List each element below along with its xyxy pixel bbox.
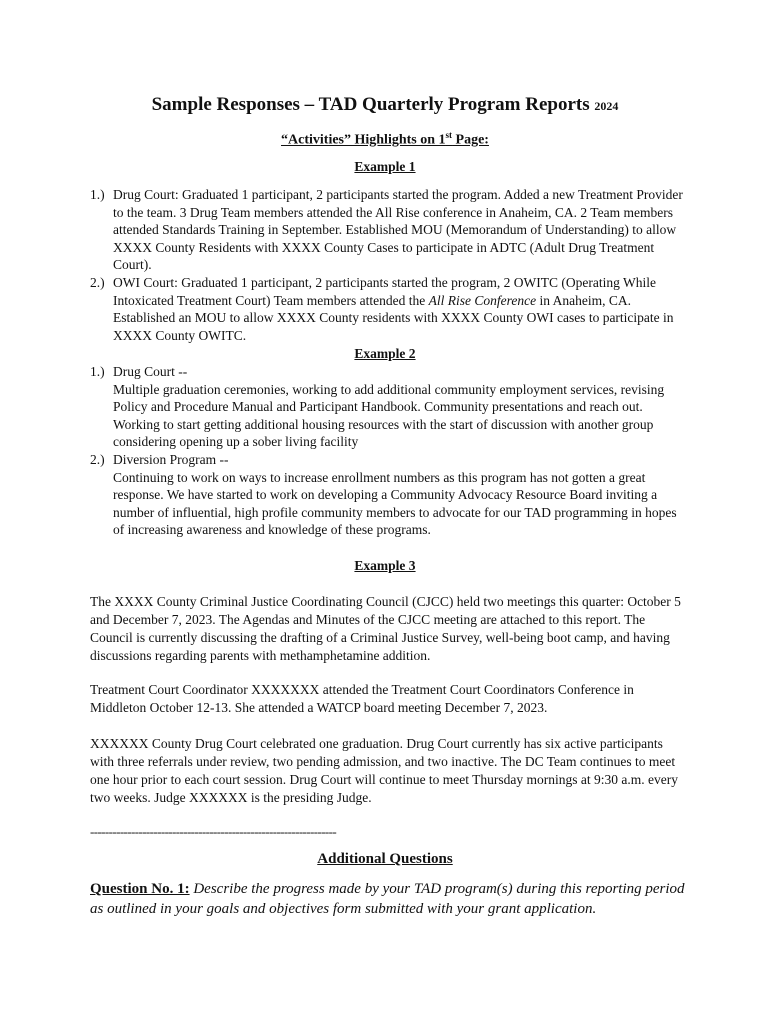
list-item-text: Continuing to work on ways to increase enrollment numbers as this program has not gotten a great response. We have started to work on developing a Community Advocacy Resource Board inviting a number of influential, high profile community members to advocate for our TAD programming in hopes of increasing awareness and knowledge of these programs. (113, 469, 677, 538)
example-3-paragraph: Treatment Court Coordinator XXXXXXX attended the Treatment Court Coordinators Conference in Middleton October 12-13. She attended a WATCP board meeting December 7, 2023. (90, 682, 634, 715)
page-title (0, 94, 770, 116)
title-year: 2024 (594, 99, 619, 113)
example-1-list (90, 186, 690, 344)
list-number: 2.) (90, 274, 105, 290)
question-label: Question No. 1: (90, 881, 190, 897)
list-item-text: Multiple graduation ceremonies, working to add additional community employment services, revising Policy and Procedure Manual and Participant Handbook. Community presentations and reach out. Working to start getting additional housing resources with the start of discussion with another group considering opening up a sober living facility (113, 381, 665, 450)
subtitle-end: Page: (452, 132, 489, 148)
subtitle (0, 130, 770, 149)
list-item-emphasis: All Rise Conference (428, 292, 537, 308)
list-item-body (113, 363, 690, 451)
title-text: Sample Responses – TAD Quarterly Program Reports (151, 94, 590, 115)
list-item-text: Drug Court: Graduated 1 participant, 2 participants started the program. Added a new Treatment Provider to the team. 3 Drug Team members attended the All Rise conference in Anaheim, CA. 2 Team members attended Standards Training in September. Established MOU (Memorandum of Understanding) to allow XXXX County Residents with XXXX County Cases to participate in ADTC (Adult Drug Treatment Court). (113, 187, 683, 273)
subtitle-superscript: st (445, 130, 453, 140)
list-number: 1.) (90, 187, 105, 202)
list-item-label: Diversion Program -- (113, 451, 229, 467)
list-item-text-part: in Anaheim, CA. Established an MOU to allow XXXX County residents with XXXX County OWI cases to participate in XXXX County OWITC. (113, 292, 674, 343)
list-item (90, 186, 690, 274)
example-3-heading: Example 3 (354, 558, 416, 573)
additional-questions-heading: Additional Questions (317, 851, 453, 867)
separator-line: ------------------------------------------------------------------ (90, 824, 337, 839)
question-text: Describe the progress made by your TAD program(s) during this reporting period as outlined in your goals and objectives form submitted with your grant application. (90, 881, 685, 917)
list-number: 2.) (90, 451, 105, 467)
example-3-paragraph: The XXXX County Criminal Justice Coordinating Council (CJCC) held two meetings this quarter: October 5 and December 7, 2023. The Agendas and Minutes of the CJCC meeting are attached to this report. The Council is currently discussing the drafting of a Criminal Justice Survey, well-being boot camp, and having discussions regarding parents with methamphetamine addition. (90, 594, 681, 663)
list-item-label: Drug Court -- (113, 364, 188, 379)
list-item (90, 363, 690, 451)
example-3-paragraph: XXXXXX County Drug Court celebrated one graduation. Drug Court currently has six active participants with three referrals under review, two pending admission, and two inactive. The DC Team continues to meet one hour prior to each court session. Drug Court will continue to meet Thursday mornings at 9:30 a.m. every two weeks. Judge XXXXXX is the presiding Judge. (90, 736, 679, 805)
example-2-list (90, 363, 690, 539)
example-1-heading: Example 1 (354, 159, 416, 174)
list-item (90, 274, 690, 344)
list-item-text (113, 274, 690, 344)
list-number: 1.) (90, 364, 105, 379)
example-2-heading: Example 2 (354, 346, 416, 361)
list-item-body (113, 451, 690, 539)
list-item (90, 451, 690, 539)
list-item-text-part: OWI Court: Graduated 1 participant, 2 participants started the program, 2 OWITC (Operating While Intoxicated Treatment Court) Team members attended the (113, 274, 656, 308)
question-1 (90, 879, 690, 919)
subtitle-text: “Activities” Highlights on 1 (281, 132, 446, 148)
